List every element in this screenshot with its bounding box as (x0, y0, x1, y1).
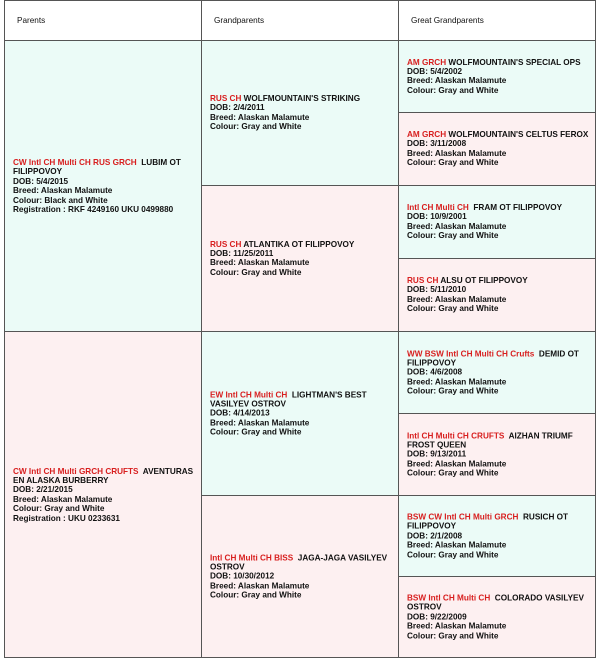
grandparent-dob: DOB: 2/4/2011 (210, 103, 265, 113)
parent-registration: Registration : UKU 0233631 (13, 513, 120, 523)
grandparent-titles: RUS CH (210, 94, 242, 104)
great-grandparent-1 (398, 40, 596, 113)
great-grandparent-titles: Intl CH Multi CH CRUFTS (407, 430, 505, 440)
great-grandparent-titles: AM GRCH (407, 130, 447, 140)
grandparent-colour: Colour: Gray and White (210, 427, 302, 437)
great-grandparent-colour: Colour: Gray and White (407, 231, 499, 241)
great-grandparent-name: AIZHAN TRIUMF FROST QUEEN (407, 430, 573, 450)
header-parents (4, 0, 202, 41)
great-grandparent-colour: Colour: Gray and White (407, 386, 499, 396)
great-grandparent-dob: DOB: 5/11/2010 (407, 285, 467, 295)
great-grandparent-name: COLORADO VASILYEV OSTROV (407, 593, 584, 612)
great-grandparent-breed: Breed: Alaskan Malamute (407, 459, 507, 469)
header-great-grandparents (398, 0, 596, 41)
great-grandparent-colour: Colour: Gray and White (407, 631, 499, 641)
great-grandparent-colour: Colour: Gray and White (407, 550, 499, 560)
great-grandparent-titles: BSW CW Intl CH Multi GRCH (407, 512, 519, 522)
grandparent-breed: Breed: Alaskan Malamute (210, 113, 310, 122)
parent-titles: CW Intl CH Multi GRCH CRUFTS (13, 466, 139, 476)
grandparent-dob: DOB: 10/30/2012 (210, 571, 275, 581)
great-grandparent-name: DEMID OT FILIPPOVOY (407, 348, 579, 368)
grandparent-name: ATLANTIKA OT FILIPPOVOY (243, 239, 355, 249)
parent-colour: Colour: Gray and White (13, 503, 105, 513)
grandparent-titles: RUS CH (210, 239, 242, 249)
great-grandparent-3 (398, 185, 596, 259)
great-grandparent-6 (398, 413, 596, 496)
great-grandparent-4 (398, 258, 596, 332)
great-grandparent-dob: DOB: 2/1/2008 (407, 531, 463, 541)
great-grandparent-dob: DOB: 3/11/2008 (407, 139, 467, 149)
grandparent-colour: Colour: Gray and White (210, 590, 302, 600)
great-grandparent-breed: Breed: Alaskan Malamute (407, 76, 507, 86)
great-grandparent-colour: Colour: Gray and White (407, 468, 499, 478)
parent-name: LUBIM OT FILIPPOVOY (13, 157, 181, 177)
parent-dob: DOB: 5/4/2015 (13, 176, 69, 186)
header-great-grandparents-label: Great Grandparents (411, 15, 484, 25)
grandparent-titles: Intl CH Multi CH BISS (210, 552, 294, 562)
great-grandparent-colour: Colour: Gray and White (407, 85, 499, 95)
great-grandparent-dob: DOB: 9/13/2011 (407, 449, 467, 459)
great-grandparent-5 (398, 331, 596, 414)
grandparent-name: LIGHTMAN'S BEST VASILYEV OSTROV (210, 389, 367, 409)
parent-dam (4, 331, 202, 658)
great-grandparent-name: WOLFMOUNTAIN'S CELTUS FEROX (448, 130, 589, 140)
grandparent-breed: Breed: Alaskan Malamute (210, 418, 310, 428)
great-grandparent-titles: BSW Intl CH Multi CH (407, 593, 491, 603)
great-grandparent-breed: Breed: Alaskan Malamute (407, 540, 507, 550)
great-grandparent-name: FRAM OT FILIPPOVOY (473, 203, 563, 213)
header-grandparents (201, 0, 399, 41)
great-grandparent-dob: DOB: 5/4/2002 (407, 67, 463, 77)
grandparent-4 (201, 495, 399, 658)
header-grandparents-label: Grandparents (214, 15, 265, 25)
grandparent-breed: Breed: Alaskan Malamute (210, 258, 310, 268)
parent-dob: DOB: 2/21/2015 (13, 485, 73, 495)
great-grandparent-breed: Breed: Alaskan Malamute (407, 621, 507, 631)
header-parents-label: Parents (17, 15, 46, 25)
grandparent-colour: Colour: Gray and White (210, 122, 302, 132)
great-grandparent-breed: Breed: Alaskan Malamute (407, 295, 507, 304)
great-grandparent-colour: Colour: Gray and White (407, 158, 499, 168)
great-grandparent-titles: RUS CH (407, 276, 439, 286)
great-grandparent-name: WOLFMOUNTAIN'S SPECIAL OPS (448, 57, 581, 67)
great-grandparent-titles: Intl CH Multi CH (407, 203, 469, 213)
great-grandparent-breed: Breed: Alaskan Malamute (407, 377, 507, 387)
grandparent-name: JAGA-JAGA VASILYEV OSTROV (210, 552, 388, 572)
great-grandparent-breed: Breed: Alaskan Malamute (407, 149, 507, 158)
great-grandparent-dob: DOB: 4/6/2008 (407, 367, 463, 377)
great-grandparent-name: RUSICH OT FILIPPOVOY (407, 512, 569, 531)
great-grandparent-dob: DOB: 10/9/2001 (407, 212, 467, 222)
grandparent-dob: DOB: 11/25/2011 (210, 249, 274, 259)
great-grandparent-titles: WW BSW Intl CH Multi CH Crufts (407, 348, 535, 358)
grandparent-titles: EW Intl CH Multi CH (210, 389, 288, 399)
great-grandparent-colour: Colour: Gray and White (407, 304, 499, 314)
great-grandparent-2 (398, 112, 596, 186)
great-grandparent-8 (398, 576, 596, 658)
great-grandparent-name: ALSU OT FILIPPOVOY (440, 276, 528, 286)
grandparent-3 (201, 331, 399, 496)
parent-breed: Breed: Alaskan Malamute (13, 186, 113, 195)
grandparent-breed: Breed: Alaskan Malamute (210, 581, 310, 591)
parent-colour: Colour: Black and White (13, 195, 108, 205)
parent-name: AVENTURAS EN ALASKA BURBERRY (13, 466, 194, 485)
great-grandparent-7 (398, 495, 596, 577)
great-grandparent-dob: DOB: 9/22/2009 (407, 612, 467, 622)
parent-sire (4, 40, 202, 332)
grandparent-dob: DOB: 4/14/2013 (210, 408, 270, 418)
parent-registration: Registration : RKF 4249160 UKU 0499880 (13, 204, 174, 214)
grandparent-2 (201, 185, 399, 332)
great-grandparent-titles: AM GRCH (407, 57, 447, 67)
great-grandparent-breed: Breed: Alaskan Malamute (407, 222, 507, 231)
parent-titles: CW Intl CH Multi CH RUS GRCH (13, 157, 137, 167)
grandparent-1 (201, 40, 399, 186)
grandparent-colour: Colour: Gray and White (210, 267, 302, 277)
parent-breed: Breed: Alaskan Malamute (13, 494, 113, 504)
grandparent-name: WOLFMOUNTAIN'S STRIKING (243, 94, 361, 104)
